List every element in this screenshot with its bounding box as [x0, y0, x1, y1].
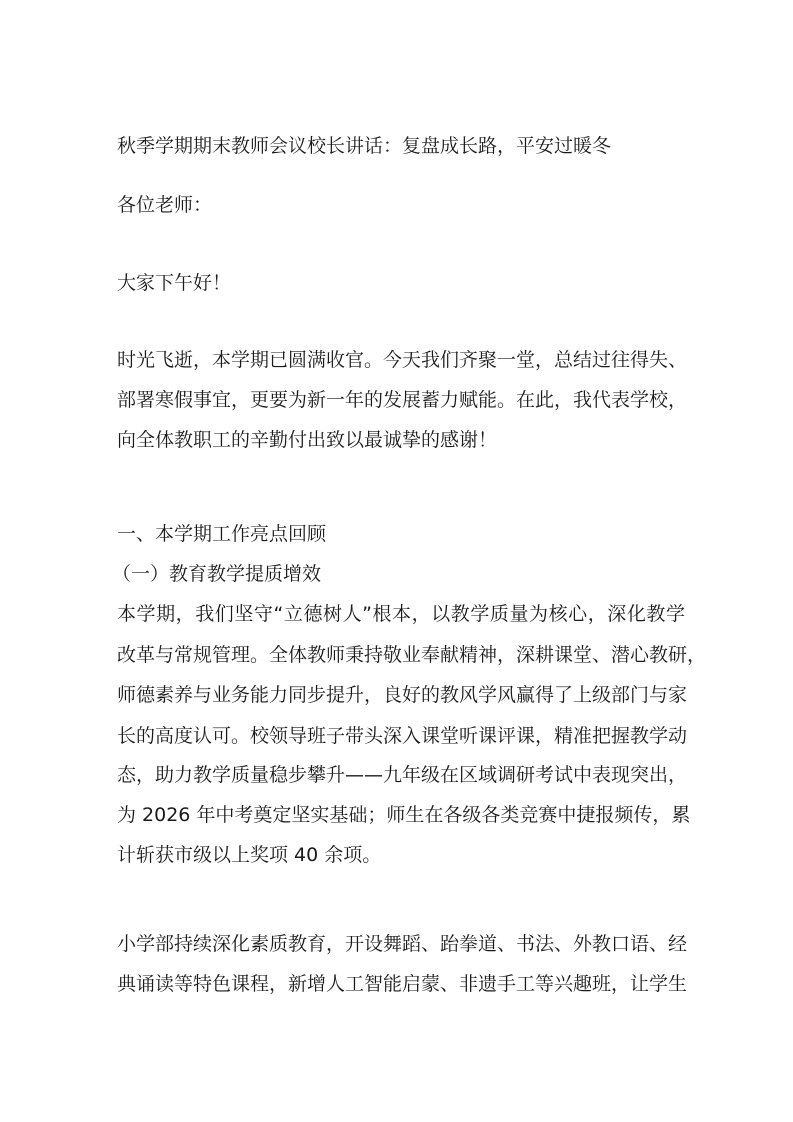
- intro-line: 部署寒假事宜，更要为新一年的发展蓄力赋能。在此，我代表学校，: [117, 389, 688, 411]
- greeting: 大家下午好！: [117, 272, 232, 294]
- paragraph-line: 师德素养与业务能力同步提升，良好的教风学风赢得了上级部门与家: [117, 684, 688, 706]
- paragraph-line: 典诵读等特色课程，新增人工智能启蒙、非遗手工等兴趣班，让学生: [117, 973, 688, 995]
- paragraph-line: 本学期，我们坚守“立德树人”根本，以教学质量为核心，深化教学: [117, 603, 685, 625]
- intro-line: 向全体教职工的辛勤付出致以最诚挚的感谢！: [117, 429, 498, 451]
- paragraph-line: 计斩获市级以上奖项 40 余项。: [117, 844, 382, 866]
- paragraph-line: 为 2026 年中考奠定坚实基础；师生在各级各类竞赛中捷报频传，累: [117, 804, 691, 826]
- document-title: 秋季学期期末教师会议校长讲话：复盘成长路，平安过暖冬: [117, 135, 612, 157]
- paragraph-line: 态，助力教学质量稳步攀升——九年级在区域调研考试中表现突出，: [117, 764, 688, 786]
- intro-line: 时光飞逝，本学期已圆满收官。今天我们齐聚一堂，总结过往得失、: [117, 349, 688, 371]
- section-heading: 一、本学期工作亮点回顾: [117, 523, 327, 545]
- paragraph-line: 改革与常规管理。全体教师秉持敬业奉献精神，深耕课堂、潜心教研，: [117, 644, 707, 666]
- paragraph-line: 小学部持续深化素质教育，开设舞蹈、跆拳道、书法、外教口语、经: [117, 933, 688, 955]
- subsection-heading: （一）教育教学提质增效: [112, 563, 322, 585]
- salutation: 各位老师：: [117, 194, 213, 216]
- paragraph-line: 长的高度认可。校领导班子带头深入课堂听课评课，精准把握教学动: [117, 725, 688, 747]
